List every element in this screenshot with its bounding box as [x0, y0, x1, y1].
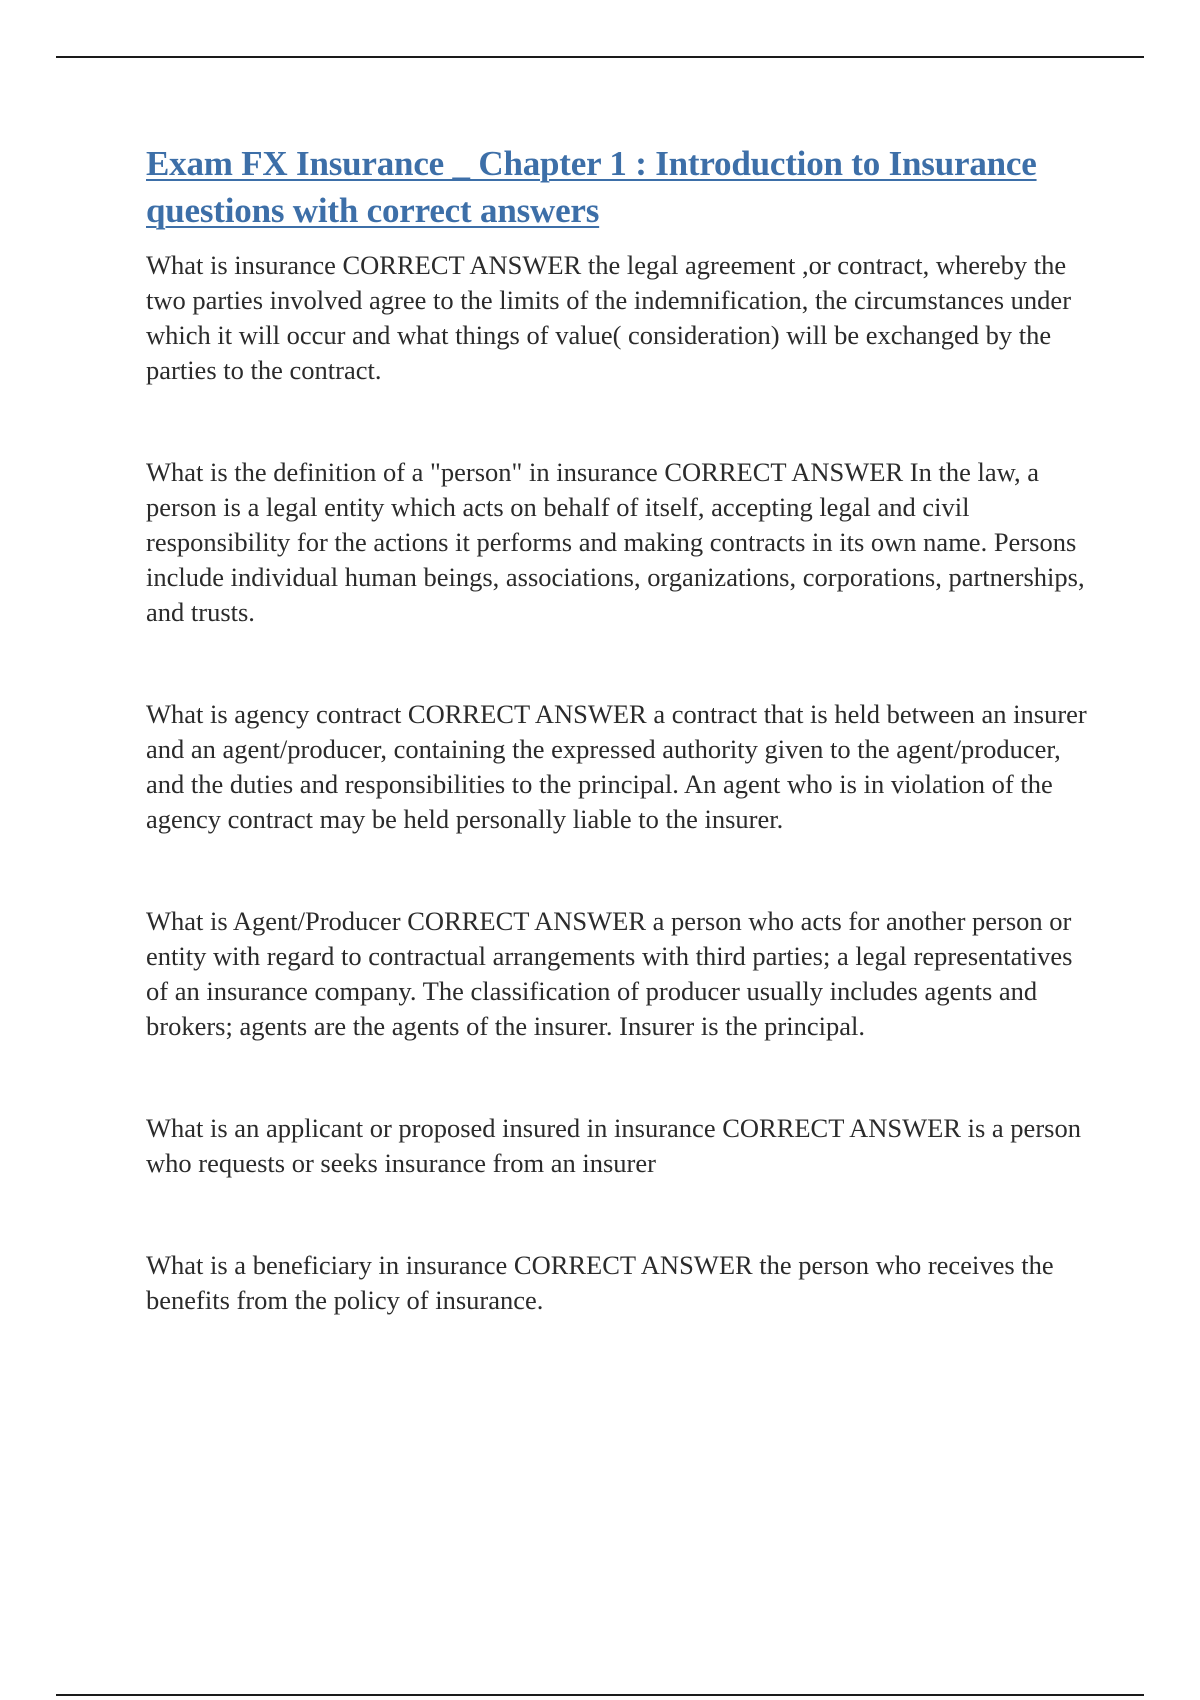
document-title[interactable]: Exam FX Insurance _ Chapter 1 : Introduction to Insurance questions with correct answers	[146, 144, 1037, 230]
qa-entry-beneficiary: What is a beneficiary in insurance CORRECT ANSWER the person who receives the benefits from the policy of insurance.	[146, 1250, 1054, 1315]
qa-entry-agent-producer: What is Agent/Producer CORRECT ANSWER a person who acts for another person or entity with regard to contractual arrangements with third parties; a legal representatives of an insurance company. The classification of producer usually includes agents and brokers; agents are the agents of the insurer. Insurer is the principal.	[146, 906, 1073, 1041]
bottom-rule	[56, 1694, 1144, 1696]
qa-entry-applicant: What is an applicant or proposed insured in insurance CORRECT ANSWER is a person who requests or seeks insurance from an insurer	[146, 1113, 1081, 1178]
qa-entry-insurance: What is insurance CORRECT ANSWER the legal agreement ,or contract, whereby the two parties involved agree to the limits of the indemnification, the circumstances under which it will occur and what things of value( consideration) will be exchanged by the parties to the contract.	[146, 250, 1072, 385]
qa-entry-agency-contract: What is agency contract CORRECT ANSWER a contract that is held between an insurer and an agent/producer, containing the expressed authority given to the agent/producer, and the duties and responsibilities to the principal. An agent who is in violation of the agency contract may be held personally liable to the insurer.	[146, 699, 1087, 834]
qa-entry-person: What is the definition of a "person" in insurance CORRECT ANSWER In the law, a person is a legal entity which acts on behalf of itself, accepting legal and civil responsibility for the actions it performs and making contracts in its own name. Persons include individual human beings, associations, organizations, corporations, partnerships, and trusts.	[146, 457, 1085, 627]
document-body	[146, 140, 1096, 1318]
top-rule	[56, 56, 1144, 58]
